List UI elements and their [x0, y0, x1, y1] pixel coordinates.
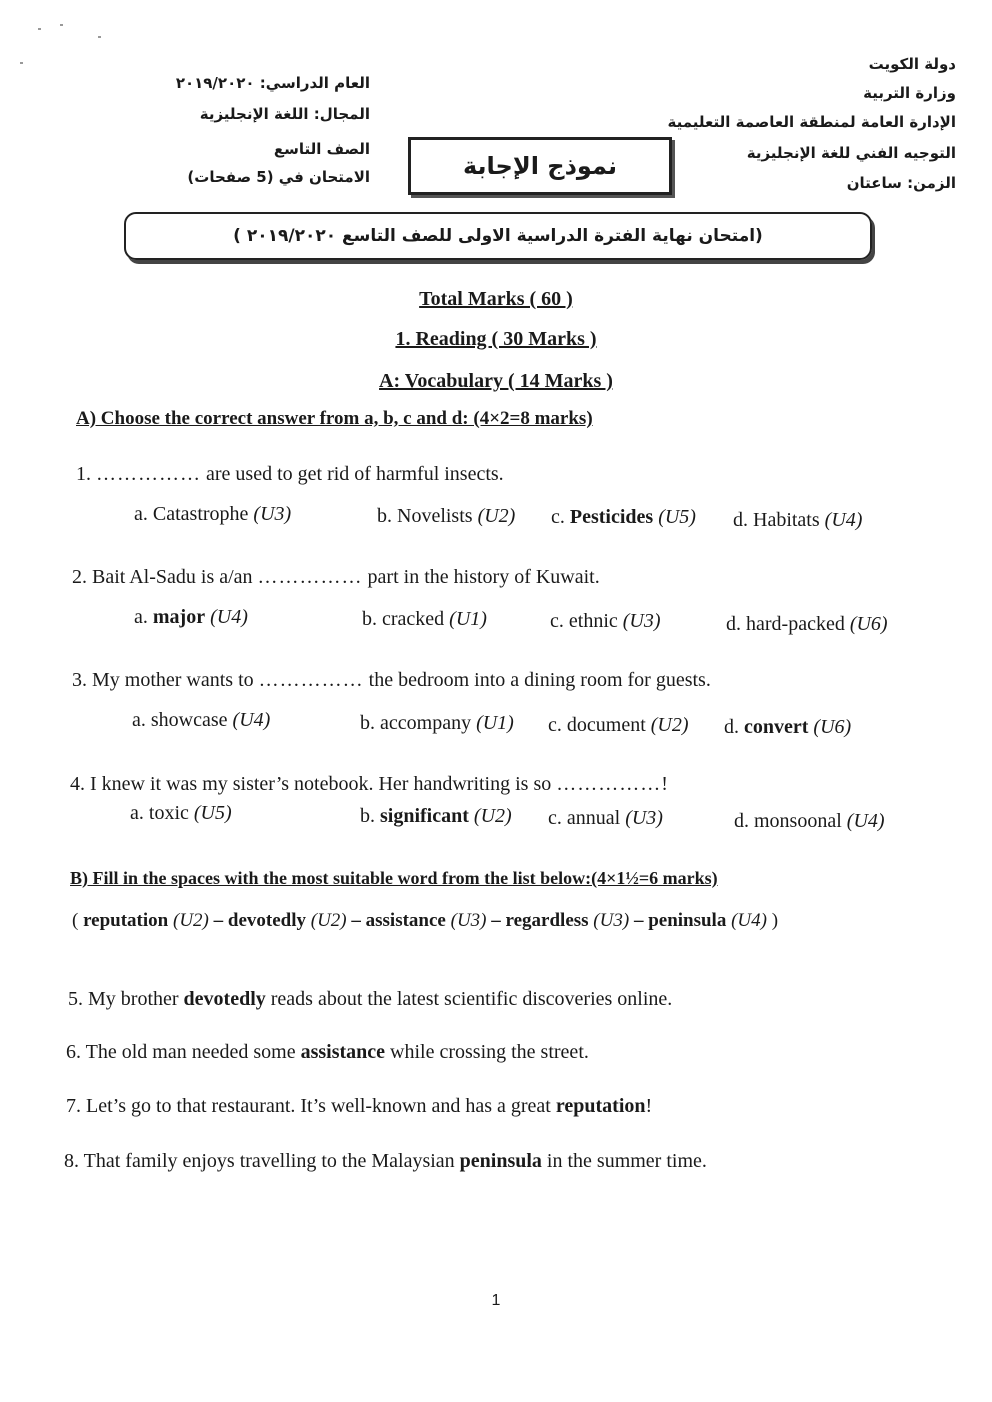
directorate-name: الإدارة العامة لمنطقة العاصمة التعليمية — [667, 113, 956, 131]
sentence-number: 8. — [64, 1150, 79, 1172]
word-list-item: assistance — [365, 910, 446, 931]
word-list-unit: (U3) — [450, 910, 487, 931]
sentence-before: Let’s go to that restaurant. It’s well-known and has a great — [86, 1095, 556, 1117]
option-a — [130, 802, 232, 825]
option-unit: (U6) — [849, 613, 888, 635]
section-a-instruction: A) Choose the correct answer from a, b, c and d: (4×2=8 marks) — [76, 408, 593, 429]
question-text-before: Bait Al-Sadu is a/an — [92, 566, 258, 588]
word-list-sep: – — [629, 910, 649, 931]
question-text-after: the bedroom into a dining room for guests. — [363, 669, 711, 691]
sentence-after: ! — [645, 1095, 653, 1117]
option-word: hard-packed — [746, 613, 845, 635]
option-word: cracked — [382, 608, 445, 630]
option-word: document — [566, 714, 646, 736]
option-unit: (U4) — [846, 810, 885, 832]
question-text-before: I knew it was my sister’s notebook. Her handwriting is so — [90, 773, 557, 795]
option-unit: (U3) — [622, 610, 661, 632]
option-word: convert — [744, 716, 809, 738]
fill-sentence-5 — [68, 988, 672, 1011]
option-b — [360, 712, 514, 735]
word-list-unit: (U2) — [173, 910, 209, 931]
option-word: showcase — [150, 709, 228, 731]
fill-sentence-7 — [66, 1095, 652, 1118]
option-unit: (U3) — [253, 503, 292, 525]
option-unit: (U6) — [813, 716, 852, 738]
question-number: 1. — [76, 463, 91, 485]
exam-title-box — [124, 212, 872, 260]
sentence-answer: peninsula — [459, 1150, 542, 1172]
exam-duration: الزمن: ساعتان — [846, 174, 956, 192]
section-b-instruction: B) Fill in the spaces with the most suitable word from the list below:(4×1½=6 marks) — [70, 868, 718, 888]
question-text-after: part in the history of Kuwait. — [362, 566, 600, 588]
word-list-item: peninsula — [648, 910, 727, 931]
option-letter: a. — [130, 802, 144, 824]
exam-title: (امتحان نهاية الفترة الدراسية الاولى للصف التاسع ٢٠١٩/٢٠٢٠ ) — [233, 226, 763, 246]
option-c-correct — [551, 506, 696, 529]
option-letter: c. — [548, 714, 562, 736]
option-word: monsoonal — [754, 810, 842, 832]
page-number: 1 — [491, 1292, 501, 1309]
option-word: ethnic — [568, 610, 618, 632]
sentence-before: My brother — [88, 988, 184, 1010]
option-c — [548, 714, 689, 737]
option-unit: (U2) — [650, 714, 689, 736]
option-unit: (U2) — [473, 805, 512, 827]
option-unit: (U4) — [824, 509, 863, 531]
sentence-after: reads about the latest scientific discoveries online. — [265, 988, 673, 1010]
answer-blank: …………… — [257, 566, 363, 588]
scan-speck — [38, 28, 41, 30]
sentence-number: 6. — [66, 1041, 81, 1063]
word-list-unit: (U2) — [310, 910, 347, 931]
sentence-after: while crossing the street. — [385, 1041, 589, 1063]
option-b-correct — [360, 805, 512, 828]
option-letter: d. — [734, 810, 749, 832]
option-letter: d. — [724, 716, 739, 738]
option-letter: d. — [726, 613, 741, 635]
question-4 — [70, 773, 668, 796]
sentence-answer: devotedly — [183, 988, 266, 1010]
option-unit: (U4) — [210, 606, 248, 628]
page-count: الامتحان في (5 صفحات) — [187, 168, 370, 186]
question-text-after: ! — [661, 773, 668, 795]
option-word: significant — [380, 805, 469, 827]
option-a — [132, 709, 270, 732]
option-letter: c. — [551, 506, 565, 528]
question-1 — [76, 463, 504, 486]
option-letter: a. — [132, 709, 146, 731]
option-unit: (U2) — [477, 505, 516, 527]
question-number: 3. — [72, 669, 87, 691]
option-d — [734, 810, 885, 833]
answer-key-title: نموذج الإجابة — [462, 152, 618, 180]
grade-name: الصف التاسع — [273, 140, 370, 158]
option-word: toxic — [148, 802, 189, 824]
option-letter: d. — [733, 509, 748, 531]
option-letter: b. — [360, 712, 375, 734]
option-unit: (U1) — [476, 712, 514, 734]
answer-key-box — [408, 137, 672, 195]
option-letter: c. — [548, 807, 562, 829]
question-text-before: My mother wants to — [92, 669, 259, 691]
option-unit: (U3) — [625, 807, 663, 829]
ministry-name: وزارة التربية — [863, 84, 956, 102]
option-letter: b. — [362, 608, 377, 630]
option-d — [733, 509, 862, 532]
option-d — [726, 613, 888, 636]
word-list-sep: – — [346, 910, 366, 931]
word-list-sep: – — [208, 910, 228, 931]
word-list — [72, 910, 778, 932]
fill-sentence-6 — [66, 1041, 589, 1064]
option-letter: a. — [134, 503, 148, 525]
option-word: major — [152, 606, 206, 628]
word-list-close: ) — [766, 910, 779, 931]
question-3 — [72, 669, 711, 692]
answer-blank: …………… — [258, 669, 364, 691]
answer-blank: …………… — [556, 773, 662, 795]
option-b — [362, 608, 487, 631]
scan-speck — [60, 24, 63, 26]
option-unit: (U5) — [193, 802, 232, 824]
question-2 — [72, 566, 600, 589]
sentence-number: 7. — [66, 1095, 81, 1117]
sentence-before: That family enjoys travelling to the Malaysian — [83, 1150, 460, 1172]
word-list-unit: (U3) — [593, 910, 630, 931]
word-list-item: reputation — [83, 910, 169, 931]
answer-blank: …………… — [96, 463, 201, 485]
option-word: accompany — [380, 712, 472, 734]
option-a-correct — [134, 606, 248, 629]
option-letter: b. — [360, 805, 375, 827]
sentence-answer: reputation — [555, 1095, 646, 1117]
academic-year: العام الدراسي: ٢٠١٩/٢٠٢٠ — [175, 74, 370, 92]
word-list-unit: (U4) — [731, 910, 767, 931]
option-word: Habitats — [753, 509, 820, 531]
country-name: دولة الكويت — [868, 55, 956, 73]
fill-sentence-8 — [64, 1150, 707, 1173]
option-unit: (U4) — [232, 709, 271, 731]
option-b — [377, 505, 515, 528]
option-letter: a. — [134, 606, 148, 628]
question-text-after: are used to get rid of harmful insects. — [201, 463, 504, 485]
total-marks-heading: Total Marks ( 60 ) — [419, 288, 573, 310]
option-unit: (U1) — [449, 608, 487, 630]
option-a — [134, 503, 291, 526]
option-letter: c. — [550, 610, 564, 632]
option-c — [550, 610, 661, 633]
vocabulary-heading: A: Vocabulary ( 14 Marks ) — [379, 370, 613, 392]
option-word: annual — [566, 807, 621, 829]
sentence-before: The old man needed some — [85, 1041, 301, 1063]
word-list-open: ( — [72, 910, 84, 931]
option-unit: (U5) — [658, 506, 696, 528]
word-list-item: devotedly — [227, 910, 306, 931]
supervision-name: التوجيه الفني للغة الإنجليزية — [746, 144, 956, 162]
option-word: Catastrophe — [152, 503, 249, 525]
question-number: 2. — [72, 566, 87, 588]
scan-speck — [20, 62, 23, 64]
option-c — [548, 807, 663, 830]
reading-heading: 1. Reading ( 30 Marks ) — [395, 328, 597, 350]
option-d-correct — [724, 716, 851, 739]
scan-speck — [98, 36, 101, 38]
sentence-answer: assistance — [300, 1041, 386, 1063]
subject-name: المجال: اللغة الإنجليزية — [199, 105, 370, 123]
word-list-sep: – — [486, 910, 506, 931]
option-word: Novelists — [397, 505, 473, 527]
sentence-number: 5. — [68, 988, 83, 1010]
option-letter: b. — [377, 505, 392, 527]
sentence-after: in the summer time. — [541, 1150, 707, 1172]
question-number: 4. — [70, 773, 85, 795]
word-list-item: regardless — [505, 910, 589, 931]
option-word: Pesticides — [569, 506, 654, 528]
